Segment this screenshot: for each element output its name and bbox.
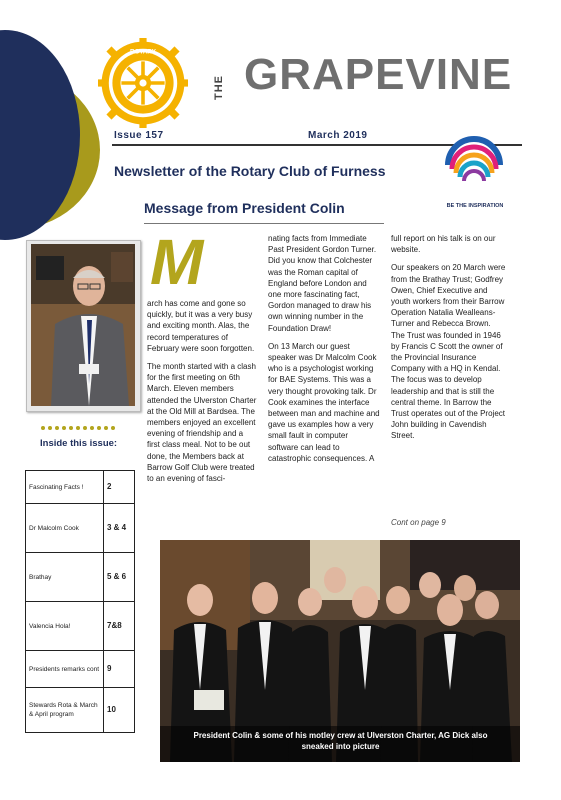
rotary-wheel-logo: [98, 38, 188, 128]
article-column-2: [268, 233, 380, 471]
contents-page: 5 & 6: [107, 572, 127, 581]
contents-page: 7&8: [107, 621, 122, 630]
contents-row[interactable]: [25, 688, 135, 733]
svg-text:ROTARY: ROTARY: [130, 48, 156, 56]
contents-page: 9: [107, 664, 112, 673]
contents-label: Presidents remarks cont: [26, 651, 104, 687]
paragraph: On 13 March our guest speaker was Dr Malcolm Cook who is a psychologist working for BAE Systems. This was a very thought provoking talk. Dr Cook examines the interface between man and machine and gave us examples how a very small fault in computer software can lead to catastrophic consequences. A: [268, 341, 380, 463]
issue-date: March 2019: [308, 130, 368, 141]
drop-cap: M: [150, 226, 204, 298]
photo-caption: President Colin & some of his motley crew at Ulverston Charter, AG Dick also sneaked into picture: [193, 731, 488, 751]
article-title: Message from President Colin: [144, 200, 345, 216]
masthead-title: GRAPEVINE: [244, 50, 513, 99]
contents-label: Brathay: [26, 553, 104, 601]
masthead-the: THE: [213, 75, 225, 100]
issue-number: Issue 157: [114, 130, 164, 141]
be-the-inspiration-logo: [440, 135, 508, 195]
president-portrait-photo: [31, 244, 135, 406]
contents-row[interactable]: [25, 651, 135, 688]
paragraph: arch has come and gone so quickly, but it was a very busy and exciting month. Alas, the record temperatures of February were soon forgotten.: [147, 299, 255, 353]
contents-label: Dr Malcolm Cook: [26, 504, 104, 552]
inside-issue-title: Inside this issue:: [40, 438, 118, 449]
contents-label: Valencia Hola!: [26, 602, 104, 650]
title-rule: [144, 223, 384, 224]
article-column-3: [391, 233, 506, 449]
article-column-1: [147, 298, 257, 491]
contents-table: [25, 470, 135, 733]
paragraph: Our speakers on 20 March were from the Brathay Trust; Godfrey Owen, Chief Executive and youth workers from their Barrow Operation Natalia Wealleans-Turner and Rebecca Brown. The Trust was founded in 1946 by Francis C Scott the owner of the Provincial Insurance Company with a HQ in Kendal. The focus was to develop leadership and that is still the central theme. In Barrow the Trust operates out of the Project John building in Cavendish Street.: [391, 263, 506, 441]
inspiration-caption: BE THE INSPIRATION: [446, 203, 504, 209]
contents-label: Stewards Rota & March & April program: [26, 688, 104, 732]
paragraph: nating facts from Immediate Past President Gordon Turner. Did you know that Colchester was the Roman capital of England before London and one more fascinating fact, Gordon managed to draw his own winning number in the Foundation Draw!: [268, 234, 377, 333]
continued-note[interactable]: Cont on page 9: [391, 518, 446, 527]
contents-page: 3 & 4: [107, 523, 127, 532]
contents-page: 2: [107, 482, 112, 491]
contents-label: Fascinating Facts !: [26, 471, 104, 503]
paragraph: full report on his talk is on our website.: [391, 234, 496, 255]
dotted-divider: [40, 425, 120, 431]
contents-row[interactable]: [25, 504, 135, 553]
group-photo: [160, 540, 520, 762]
contents-row[interactable]: [25, 553, 135, 602]
contents-page: 10: [107, 705, 116, 714]
contents-row[interactable]: [25, 602, 135, 651]
paragraph: The month started with a clash for the first meeting on 6th March. Eleven members attended the Ulverston Charter at the Old Mill at Bardsea. The members enjoyed an excellent evening of friendship and a first class meal. Not to be out done, the Members back at Barrow Golf Club were treated to an evening of fasci-: [147, 362, 257, 484]
newsletter-title: Newsletter of the Rotary Club of Furness: [114, 163, 386, 179]
contents-row[interactable]: [25, 470, 135, 504]
